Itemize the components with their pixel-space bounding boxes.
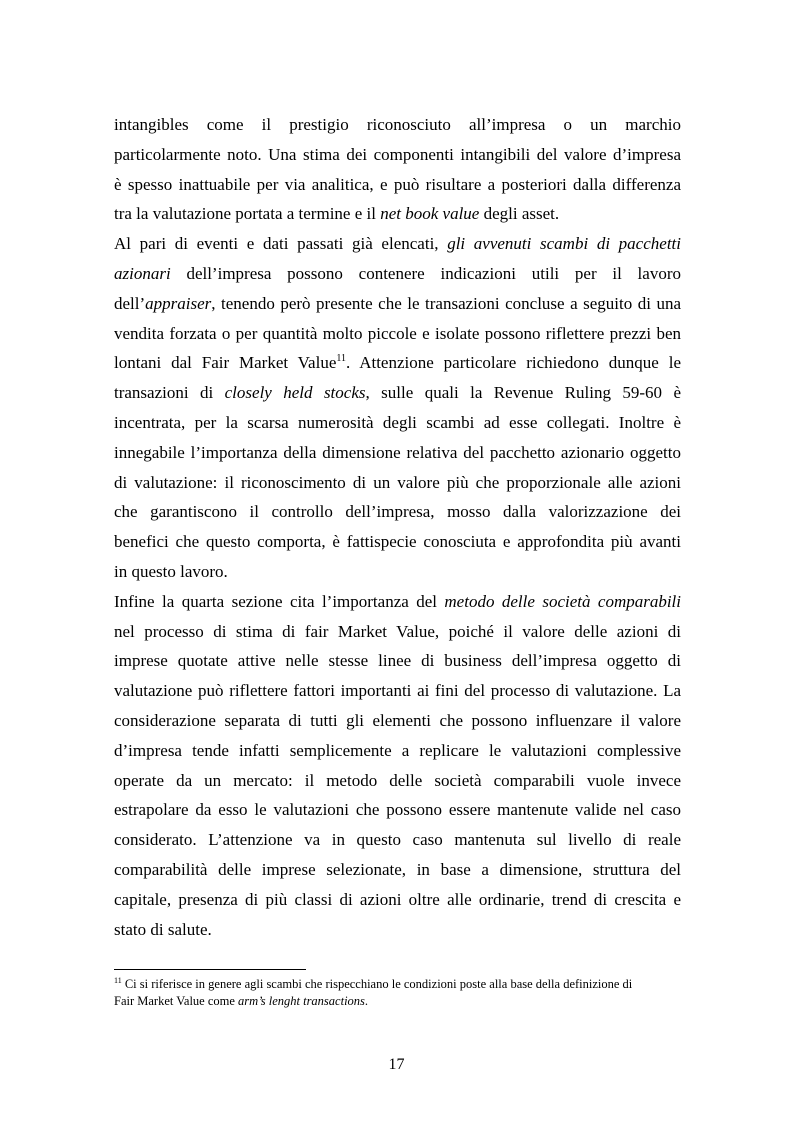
body-line	[114, 289, 681, 319]
body-line	[114, 587, 681, 617]
italic-text: closely held stocks	[224, 383, 366, 403]
body-line	[114, 736, 681, 766]
footnote-separator	[114, 969, 306, 970]
text-run: operate da un mercato: il metodo delle società comparabili vuole invece	[114, 770, 681, 790]
body-line	[114, 348, 681, 378]
text-run: tra la valutazione portata a termine e il	[114, 204, 381, 224]
body-line	[114, 825, 681, 855]
body-line	[114, 676, 681, 706]
text-run: benefici che questo comporta, è fattispecie conosciuta e approfondita più avanti	[114, 532, 681, 552]
body-line	[114, 646, 681, 676]
text-run: è spesso inattuabile per via analitica, e può risultare a posteriori dalla differenza	[114, 174, 681, 194]
text-run: transazioni di	[114, 383, 225, 403]
body-line	[114, 199, 681, 229]
footnote-marker: 11	[336, 353, 347, 365]
italic-text: net book value	[380, 204, 480, 224]
body-line	[114, 408, 681, 438]
body-line	[114, 140, 681, 170]
text-run: stato di salute.	[114, 919, 212, 939]
text-run: valutazione può riflettere fattori importanti ai fini del processo di valutazione. La	[114, 681, 681, 701]
text-run: dell’impresa possono contenere indicazioni utili per il lavoro	[170, 263, 681, 283]
body-line	[114, 706, 681, 736]
text-run: , sulle quali la Revenue Ruling 59-60 è	[365, 383, 681, 403]
text-run: considerato. L’attenzione va in questo caso mantenuta sul livello di reale	[114, 830, 681, 850]
page-number: 17	[388, 1056, 405, 1073]
text-run: imprese quotate attive nelle stesse linee di business dell’impresa oggetto di	[114, 651, 681, 671]
footnote-line	[114, 993, 681, 1010]
text-run: . Attenzione particolare richiedono dunque le	[346, 353, 681, 373]
text-run: Fair Market Value come	[114, 994, 239, 1008]
text-run: che garantiscono il controllo dell’impresa, mosso dalla valorizzazione dei	[114, 502, 681, 522]
body-line	[114, 855, 681, 885]
footnotes	[114, 976, 681, 1010]
italic-text: metodo delle società comparabili	[444, 591, 682, 611]
text-run: vendita forzata o per quantità molto piccole e isolate possono riflettere prezzi ben	[114, 323, 681, 343]
text-run: considerazione separata di tutti gli elementi che possono influenzare il valore	[114, 710, 681, 730]
text-run: Al pari di eventi e dati passati già elencati,	[114, 234, 448, 254]
footnote-marker: 11	[114, 976, 122, 985]
body-line	[114, 557, 681, 587]
text-run: , tenendo però presente che le transazioni concluse a seguito di una	[211, 293, 681, 313]
body-line	[114, 378, 681, 408]
italic-text: appraiser	[145, 293, 212, 313]
text-run: intangibles come il prestigio riconosciuto all’impresa o un marchio	[114, 115, 681, 134]
body-line	[114, 170, 681, 200]
footnote-line	[114, 976, 681, 993]
text-run: d’impresa tende infatti semplicemente a replicare le valutazioni complessive	[114, 740, 681, 760]
text-run: Infine la quarta sezione cita l’importanza del	[114, 591, 445, 611]
text-run: nel processo di stima di fair Market Value, poiché il valore delle azioni di	[114, 621, 681, 641]
body-text	[114, 110, 681, 944]
italic-text: arm’s lenght transactions	[238, 994, 365, 1008]
body-line	[114, 617, 681, 647]
body-line	[114, 468, 681, 498]
body-line	[114, 438, 681, 468]
text-run: lontani dal Fair Market Value	[114, 353, 337, 373]
text-run: comparabilità delle imprese selezionate, in base a dimensione, struttura del	[114, 859, 681, 879]
italic-text: gli avvenuti scambi di pacchetti	[447, 234, 681, 254]
text-run: particolarmente noto. Una stima dei componenti intangibili del valore d’impresa	[114, 144, 681, 164]
body-line	[114, 885, 681, 915]
text-run: degli asset.	[479, 204, 560, 224]
body-line	[114, 229, 681, 259]
text-run: estrapolare da esso le valutazioni che possono essere mantenute valide nel caso	[114, 800, 681, 820]
body-line	[114, 319, 681, 349]
italic-text: azionari	[114, 263, 171, 283]
text-run: incentrata, per la scarsa numerosità degli scambi ad esse collegati. Inoltre è	[114, 412, 681, 432]
body-line	[114, 110, 681, 140]
text-run: capitale, presenza di più classi di azioni oltre alle ordinarie, trend di crescita e	[114, 889, 681, 909]
text-run: Ci si riferisce in genere agli scambi che rispecchiano le condizioni poste alla base della definizione di	[121, 977, 633, 991]
body-line	[114, 527, 681, 557]
text-run: .	[364, 994, 369, 1008]
text-run: di valutazione: il riconoscimento di un valore più che proporzionale alle azioni	[114, 472, 681, 492]
text-run: dell’	[114, 293, 146, 313]
body-line	[114, 497, 681, 527]
text-run: innegabile l’importanza della dimensione relativa del pacchetto azionario oggetto	[114, 442, 681, 462]
body-line	[114, 766, 681, 796]
body-line	[114, 915, 681, 945]
body-line	[114, 259, 681, 289]
text-run: in questo lavoro.	[114, 561, 228, 581]
body-line	[114, 795, 681, 825]
